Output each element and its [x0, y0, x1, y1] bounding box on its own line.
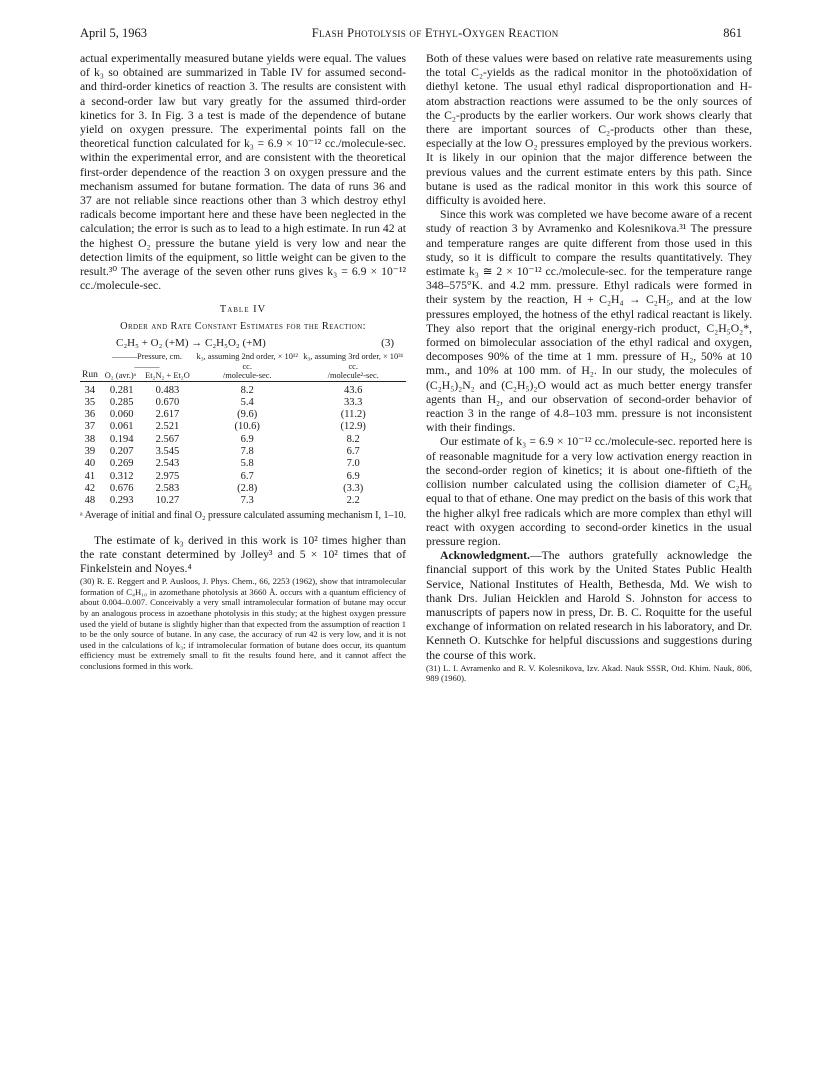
value-cell: 6.9 [240, 433, 254, 445]
value-cell: 7.0 [346, 458, 360, 470]
value-cell: (9.6) [237, 409, 258, 421]
table-row [80, 385, 406, 397]
value-cell: (2.8) [237, 482, 258, 494]
run-cell: 48 [84, 495, 96, 507]
data-table [80, 352, 406, 507]
right-paragraph-1: Both of these values were based on relative rate measurements using the total C₂-yields as the radical monitor in the photoöxidation of diethyl ketone. The usual ethyl radical disproportionation and H-atom abstraction reactions were assumed to be the only sources of the C₂-products by the earlier workers. Our work shows clearly that there are important sources of C₂-products other than these, especially at the low O₂ pressures employed by the previous workers. It is likely in our opinion that the major difference between the previous values and the current estimate enters by this path. Since butane is used as the radical monitor in this work this source of difficulty is avoided here. [426, 52, 752, 208]
run-cell: 37 [84, 421, 96, 433]
equation-number: (3) [381, 336, 394, 349]
value-cell: 0.269 [109, 458, 134, 470]
value-cell: (12.9) [340, 421, 366, 433]
value-cell: 2.975 [155, 470, 180, 482]
value-cell: 6.7 [346, 446, 360, 458]
value-cell: 0.285 [109, 396, 134, 408]
table-caption: Order and Rate Constant Estimates for the Reaction: [120, 320, 366, 332]
header-k3: k₃, assuming 3rd order, × 10³¹ cc. [303, 352, 404, 371]
run-cell: 39 [84, 446, 96, 458]
right-column [426, 52, 752, 684]
header-et: Et₂N₂ + Et₂O [145, 371, 190, 381]
value-cell: 3.545 [155, 446, 180, 458]
value-cell: 5.8 [240, 458, 254, 470]
value-cell: 5.4 [240, 396, 254, 408]
table-row [80, 495, 406, 507]
value-cell: (10.6) [234, 421, 260, 433]
value-cell: 7.8 [240, 446, 254, 458]
acknowledgment-text: —The authors gratefully acknowledge the financial support of this work by the United States Public Health Service, National Institutes of Health, Bethesda, Md. We wish to thank Drs. Julian Heicklen and Harold S. Johnston for access to manuscripts of papers now in press, Dr. B. C. Roquitte for the useful exchange of information on related research in his laboratory, and Dr. Kenneth O. Kutschke for helpful discussions and suggestions during the course of this work. [426, 549, 752, 662]
left-column [80, 52, 406, 671]
table-row [80, 421, 406, 433]
value-cell: 43.6 [344, 384, 363, 396]
equation-text: C₂H₅ + O₂ (+M) → C₂H₅O₂ (+M) [116, 336, 266, 349]
table-label: Table IV [219, 304, 267, 316]
acknowledgment [426, 549, 752, 663]
table-row [80, 446, 406, 458]
value-cell: 6.9 [346, 470, 360, 482]
header-k2-unit: /molecule-sec. [222, 371, 272, 381]
run-cell: 40 [84, 458, 96, 470]
header-date: April 5, 1963 [80, 26, 148, 40]
run-cell: 38 [84, 433, 96, 445]
table-header-row-2 [80, 371, 406, 381]
table-row [80, 458, 406, 470]
value-cell: 7.3 [240, 495, 254, 507]
run-cell: 34 [84, 384, 96, 396]
page-number: 861 [723, 26, 742, 40]
run-cell: 35 [84, 396, 96, 408]
value-cell: 0.281 [109, 384, 134, 396]
value-cell: 8.2 [240, 384, 254, 396]
footnote-30: (30) R. E. Reggert and P. Ausloos, J. Phys. Chem., 66, 2253 (1962), show that intramolecular formation of C₄H₁₀ in azomethane photolysis at 3660 Å. occurs with a quantum efficiency of about 0.004–0.007. Conceivably a very small intramolecular formation of butane may occur by an analogous process in azoethane photolysis in this study; at the highest oxygen pressure used the yield of butane is slightly higher than that expected from the assumption of reaction 1 to be the only source of butane. In any case, the accuracy of run 42 is very low, and it is not used in the calculations of k₃; if intramolecular formation of butane does occur, its quantum efficiency must be extremely small to fit the results found here, and it cannot affect the conclusions formed in this work. [80, 576, 406, 671]
value-cell: 2.521 [155, 421, 180, 433]
table-row [80, 483, 406, 495]
right-paragraph-3: Our estimate of k₃ = 6.9 × 10⁻¹² cc./molecule-sec. reported here is of reasonable magnitude for a very low activation energy reaction in the second-order region of kinetics; it is about one-fiftieth of the collision number calculated using the collision diameter of C₂H₆ equal to that of ethane. One may predict on the basis of this work that the higher alkyl free radicals which are more complex than ethyl will react with oxygen according to second-order kinetics in the usual pressure region. [426, 435, 752, 548]
table-header-row-1 [80, 352, 406, 371]
header-blank [80, 352, 100, 371]
header-k3-unit: /molecule²-sec. [327, 371, 379, 381]
table-iv [80, 303, 406, 521]
header-o2: O₂ (avr.)ᵃ [104, 371, 136, 381]
running-header [80, 26, 742, 42]
value-cell: (11.2) [340, 409, 366, 421]
header-k2: k₃, assuming 2nd order, × 10¹² cc. [196, 352, 298, 371]
right-paragraph-2: Since this work was completed we have become aware of a recent study of reaction 3 by Avramenko and Kolesnikova.³¹ The pressure and temperature ranges are quite different from those used in this study, so it is difficult to compare the results quantitatively. They estimate k₃ ≅ 2 × 10⁻¹² cc./molecule-sec. for the temperature range 348–575°K. and 4.2 mm. pressure. Ethyl radicals were formed in their system by the reaction, H + C₂H₄ → C₂H₅, and at the low pressures employed, the hotness of the ethyl radical reactant is likely. They also report that the original energy-rich product, C₂H₅O₂*, formed on bimolecular association of the ethyl radical and oxygen, decomposes 90% of the time at 1 mm. pressure of H₂, 50% at 10 mm., and 10% at 100 mm. of H₂. In our study, the molecules of (C₂H₅)₂N₂ and (C₂H₅)₂O would act as much better energy transfer agents than H₂, and our observation of second-order behavior of reaction 3 in the range of 4.8–103 mm. pressure is not inconsistent with their findings. [426, 208, 752, 435]
value-cell: 0.676 [109, 482, 134, 494]
value-cell: (3.3) [343, 482, 364, 494]
value-cell: 0.060 [109, 409, 134, 421]
header-run: Run [82, 370, 98, 381]
value-cell: 0.194 [109, 433, 134, 445]
run-cell: 41 [84, 470, 96, 482]
value-cell: 2.567 [155, 433, 180, 445]
value-cell: 2.617 [155, 409, 180, 421]
value-cell: 2.543 [155, 458, 180, 470]
table-body [80, 381, 406, 507]
value-cell: 0.312 [109, 470, 134, 482]
value-cell: 0.061 [109, 421, 134, 433]
run-cell: 36 [84, 409, 96, 421]
left-paragraph-1: actual experimentally measured butane yields were equal. The values of k₃ so obtained are summarized in Table IV for assumed second- and third-order kinetics of reaction 3. The results are consistent with a second-order law but vary greatly for the assumed third-order kinetics for 3. In Fig. 3 a test is made of the dependence of butane yield on oxygen pressure. The experimental points fall on the theoretical function calculated for k₃ = 6.9 × 10⁻¹² cc./molecule-sec. within the experimental error, and are consistent with the theoretical first-order dependence of the reaction 3 on oxygen pressure and the mechanism assumed for butane formation. The data of runs 36 and 37 are not reliable since reactions other than 3 which destroy ethyl radicals become important here and these have been neglected in the calculation; the error is such as to lead to a high estimate. In run 42 at the highest O₂ pressure the butane yield is very low and near the detection limits of the equipment, so little weight can be given to the result.³⁰ The average of the seven other runs gives k₃ = 6.9 × 10⁻¹² cc./molecule-sec. [80, 52, 406, 293]
header-pressure: ———Pressure, cm.——— [111, 352, 182, 371]
run-cell: 42 [84, 482, 96, 494]
table-equation [116, 336, 394, 350]
table-row [80, 409, 406, 421]
footnote-31: (31) L. I. Avramenko and R. V. Kolesnikova, Izv. Akad. Nauk SSSR, Otd. Khim. Nauk, 806, 989 (1960). [426, 662, 752, 684]
acknowledgment-label: Acknowledgment. [440, 549, 530, 563]
left-paragraph-2: The estimate of k₃ derived in this work is 10² times higher than the rate constant determined by Jolley³ and 5 × 10² times that of Finkelstein and Noyes.⁴ [80, 533, 406, 575]
value-cell: 2.2 [346, 495, 360, 507]
value-cell: 8.2 [346, 433, 360, 445]
value-cell: 0.293 [109, 495, 134, 507]
value-cell: 0.670 [155, 396, 180, 408]
header-title: Flash Photolysis of Ethyl-Oxygen Reaction [311, 26, 559, 40]
value-cell: 0.483 [155, 384, 180, 396]
value-cell: 10.27 [155, 495, 180, 507]
value-cell: 33.3 [344, 396, 363, 408]
table-row [80, 471, 406, 483]
table-row [80, 434, 406, 446]
value-cell: 6.7 [240, 470, 254, 482]
value-cell: 0.207 [109, 446, 134, 458]
value-cell: 2.583 [155, 482, 180, 494]
table-footnote: ᵃ Average of initial and final O₂ pressure calculated assuming mechanism I, 1–10. [80, 509, 406, 521]
table-row [80, 397, 406, 409]
